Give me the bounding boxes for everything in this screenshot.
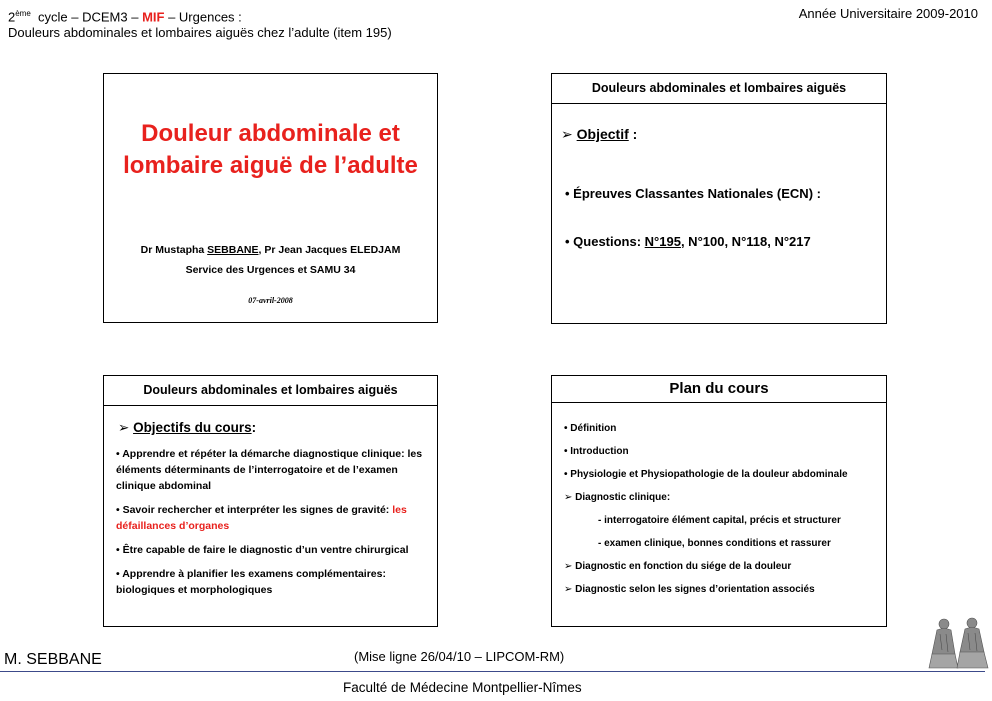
list-item: ➢ Diagnostic selon les signes d’orientation associés <box>564 584 815 595</box>
objective-heading: ➢ Objectif : <box>561 126 638 142</box>
list-item: - examen clinique, bonnes conditions et rassurer <box>598 538 831 549</box>
faculty-statues-logo-icon <box>928 614 990 670</box>
slide-title <box>103 73 438 323</box>
slide-header: Plan du cours <box>552 376 886 403</box>
header-line-1: 2ème cycle – DCEM3 – MIF – Urgences : <box>8 9 242 25</box>
list-item: ➢ Diagnostic en fonction du siége de la douleur <box>564 561 792 572</box>
list-item: • Être capable de faire le diagnostic d’un ventre chirurgical <box>116 544 409 556</box>
plan-list <box>564 422 880 606</box>
objectives-heading: ➢ Objectifs du cours: <box>118 420 257 435</box>
slide-header: Douleurs abdominales et lombaires aiguës <box>552 74 886 104</box>
author-name: M. SEBBANE <box>4 651 102 668</box>
objective-item-questions: • Questions: N°195, N°100, N°118, N°217 <box>565 234 811 249</box>
slide-course-objectives <box>103 375 438 627</box>
slide-title-heading: Douleur abdominale et lombaire aiguë de l’adulte <box>123 120 418 179</box>
list-item: • Introduction <box>564 446 629 457</box>
list-item: • Définition <box>564 423 617 434</box>
page-header-left <box>8 6 392 41</box>
list-item: • Apprendre à planifier les examens complémentaires: biologiques et morphologiques <box>116 568 386 596</box>
list-item: • Savoir rechercher et interpréter les signes de gravité: les défaillances d’organes <box>116 504 407 532</box>
publication-note: (Mise ligne 26/04/10 – LIPCOM-RM) <box>354 649 565 664</box>
list-item: - interrogatoire élément capital, précis et structurer <box>598 515 841 526</box>
list-item: • Physiologie et Physiopathologie de la douleur abdominale <box>564 469 848 480</box>
slide-header: Douleurs abdominales et lombaires aiguës <box>104 376 437 406</box>
slide-date: 07-avril-2008 <box>248 296 293 305</box>
list-item: ➢ Diagnostic clinique: <box>564 492 671 503</box>
objectives-list <box>116 446 429 606</box>
slide-course-plan <box>551 375 887 627</box>
arrow-bullet-icon: ➢ <box>118 420 134 435</box>
slide-objective <box>551 73 887 324</box>
footer-divider <box>0 671 985 672</box>
objective-item-ecn: • Épreuves Classantes Nationales (ECN) : <box>565 186 821 201</box>
header-line-2: Douleurs abdominales et lombaires aiguës chez l’adulte (item 195) <box>8 25 392 41</box>
list-item: • Apprendre et répéter la démarche diagnostique clinique: les éléments déterminants de l’interrogatoire et de l’examen clinique abdominal <box>116 448 423 492</box>
academic-year: Année Universitaire 2009-2010 <box>798 6 978 21</box>
faculty-name: Faculté de Médecine Montpellier-Nîmes <box>343 680 582 695</box>
slide-service: Service des Urgences et SAMU 34 <box>185 264 356 276</box>
mif-label: MIF <box>142 9 165 25</box>
slide-authors: Dr Mustapha SEBBANE, Pr Jean Jacques ELEDJAM Service des Urgences et SAMU 34 <box>104 240 437 280</box>
arrow-bullet-icon: ➢ <box>561 126 577 142</box>
